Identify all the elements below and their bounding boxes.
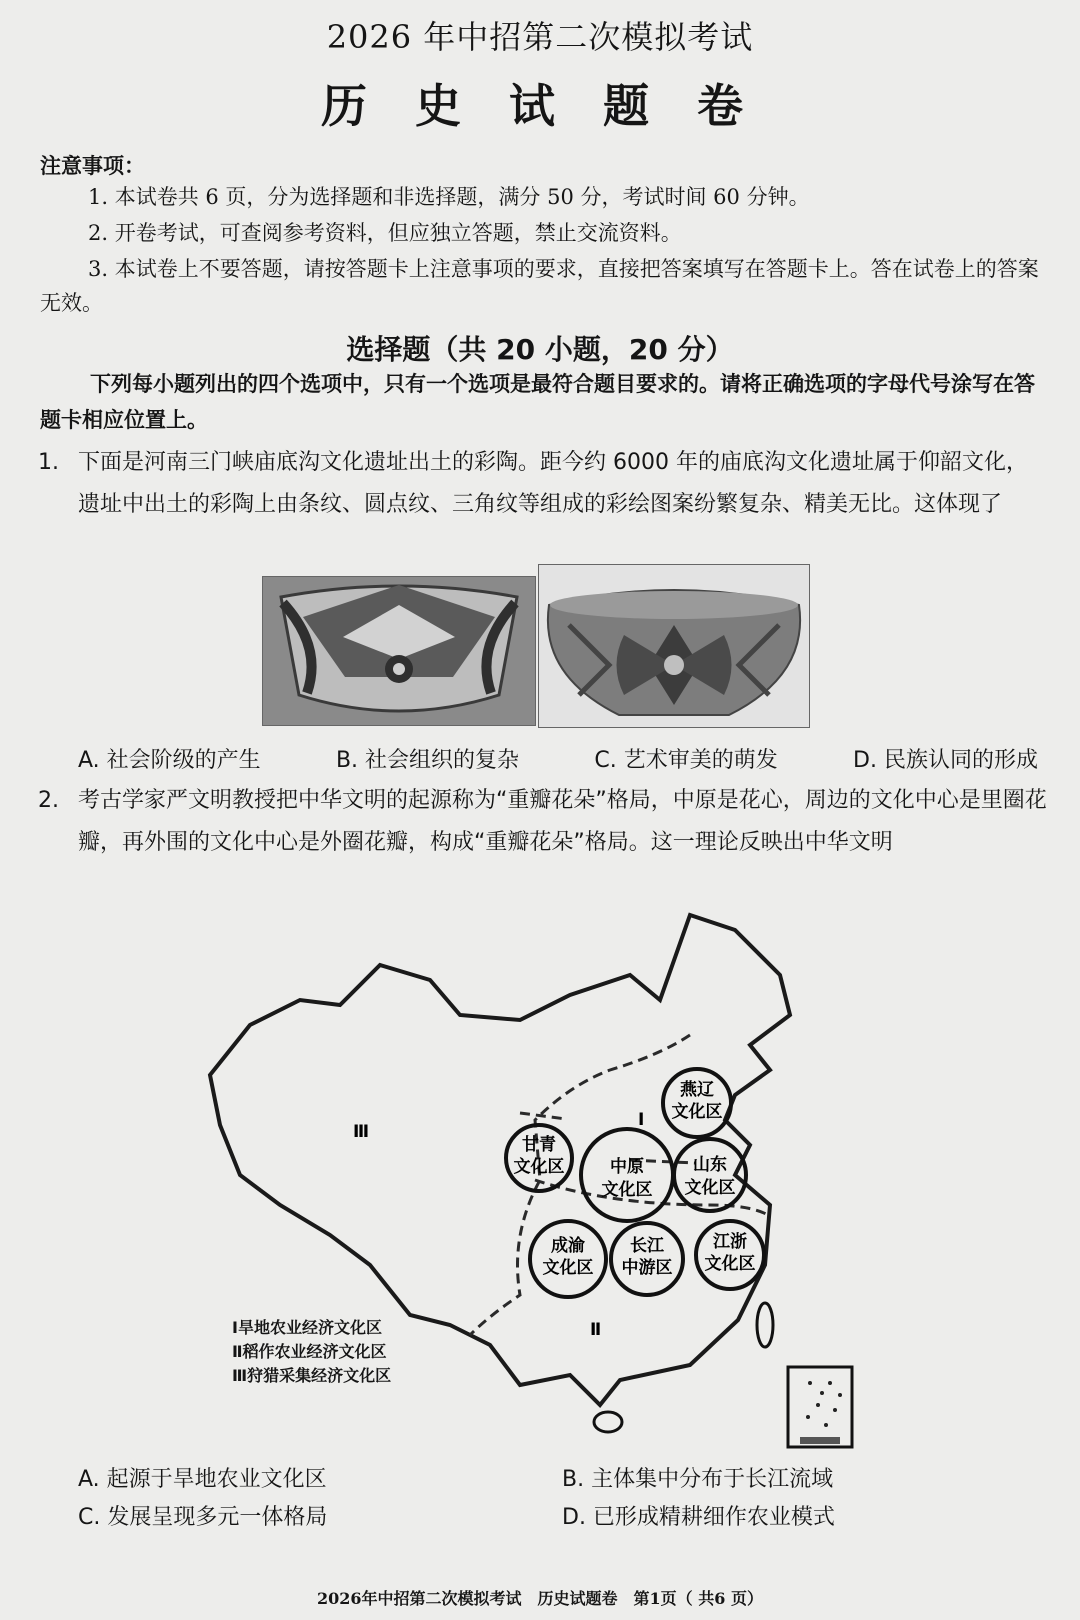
option-b[interactable]: B. 主体集中分布于长江流域 — [562, 1467, 834, 1492]
map-region-label: 成渝 — [551, 1236, 585, 1256]
map-region-label: 燕辽 — [680, 1080, 714, 1100]
question-number: 2. — [38, 788, 59, 813]
legend-item: Ⅲ狩猎采集经济文化区 — [232, 1366, 392, 1385]
option-c[interactable]: C. 艺术审美的萌发 — [594, 748, 778, 773]
notice-item: 1. 本试卷共 6 页，分为选择题和非选择题，满分 50 分，考试时间 60 分钟。 — [88, 185, 810, 209]
question-stem: 下面是河南三门峡庙底沟文化遗址出土的彩陶。距今约 6000 年的庙底沟文化遗址属于仰韶文化，遗址中出土的彩陶上由条纹、圆点纹、三角纹等组成的彩绘图案纷繁复杂、精美无比。这体现了 — [78, 450, 1028, 517]
option-c[interactable]: C. 发展呈现多元一体格局 — [78, 1505, 328, 1530]
option-a[interactable]: A. 社会阶级的产生 — [78, 748, 261, 773]
map-region-label: 中原 — [610, 1157, 644, 1177]
map-region-label: 甘青 — [522, 1135, 556, 1155]
map-region-label: 中游区 — [621, 1258, 673, 1278]
map-region-label: 文化区 — [513, 1157, 565, 1177]
option-b[interactable]: B. 社会组织的复杂 — [335, 748, 520, 773]
section-instruction: 下列每小题列出的四个选项中，只有一个选项是最符合题目要求的。请将正确选项的字母代号涂写在答题卡相应位置上。 — [40, 372, 1035, 432]
pottery-bowl-photo — [262, 576, 536, 726]
map-zone-mark: Ⅱ — [590, 1320, 602, 1340]
option-d[interactable]: D. 民族认同的形成 — [853, 748, 1038, 773]
question-1-options — [78, 743, 1038, 774]
question-stem: 考古学家严文明教授把中华文明的起源称为“重瓣花朵”格局，中原是花心，周边的文化中心是里圈花瓣，再外围的文化中心是外圈花瓣，构成“重瓣花朵”格局。这一理论反映出中华文明 — [78, 788, 1047, 855]
map-region-label: 文化区 — [671, 1102, 723, 1122]
exam-title: 2026 年中招第二次模拟考试 — [326, 18, 754, 56]
notice-item: 3. 本试卷上不要答题，请按答题卡上注意事项的要求，直接把答案填写在答题卡上。答在试卷上的答案无效。 — [40, 257, 1039, 315]
map-region-label: 文化区 — [542, 1258, 594, 1278]
pottery-pot-photo — [538, 564, 810, 728]
question-1 — [38, 442, 1048, 526]
map-region-label: 文化区 — [684, 1178, 736, 1198]
section-title: 选择题（共 20 小题，20 分） — [346, 333, 734, 366]
option-d[interactable]: D. 已形成精耕细作农业模式 — [562, 1505, 835, 1530]
map-region-label: 长江 — [630, 1236, 664, 1256]
page-footer: 2026年中招第二次模拟考试 历史试题卷 第1页（ 共6 页） — [317, 1589, 763, 1608]
map-legend — [232, 1316, 391, 1388]
paper-title: 历 史 试 题 卷 — [320, 79, 760, 133]
map-zone-mark: Ⅰ — [638, 1110, 645, 1130]
option-a[interactable]: A. 起源于旱地农业文化区 — [78, 1467, 327, 1492]
question-2 — [38, 780, 1048, 864]
notice-item: 2. 开卷考试，可查阅参考资料，但应独立答题，禁止交流资料。 — [88, 221, 682, 245]
question-number: 1. — [38, 450, 59, 475]
map-region-label: 文化区 — [704, 1254, 756, 1274]
notice-heading: 注意事项： — [40, 153, 145, 178]
legend-item: Ⅱ稻作农业经济文化区 — [232, 1342, 387, 1361]
map-zone-mark: Ⅲ — [353, 1122, 370, 1142]
map-region-label: 山东 — [693, 1155, 727, 1175]
map-region-label: 江浙 — [713, 1232, 747, 1252]
map-region-label: 文化区 — [601, 1180, 653, 1200]
legend-item: Ⅰ旱地农业经济文化区 — [232, 1318, 382, 1337]
